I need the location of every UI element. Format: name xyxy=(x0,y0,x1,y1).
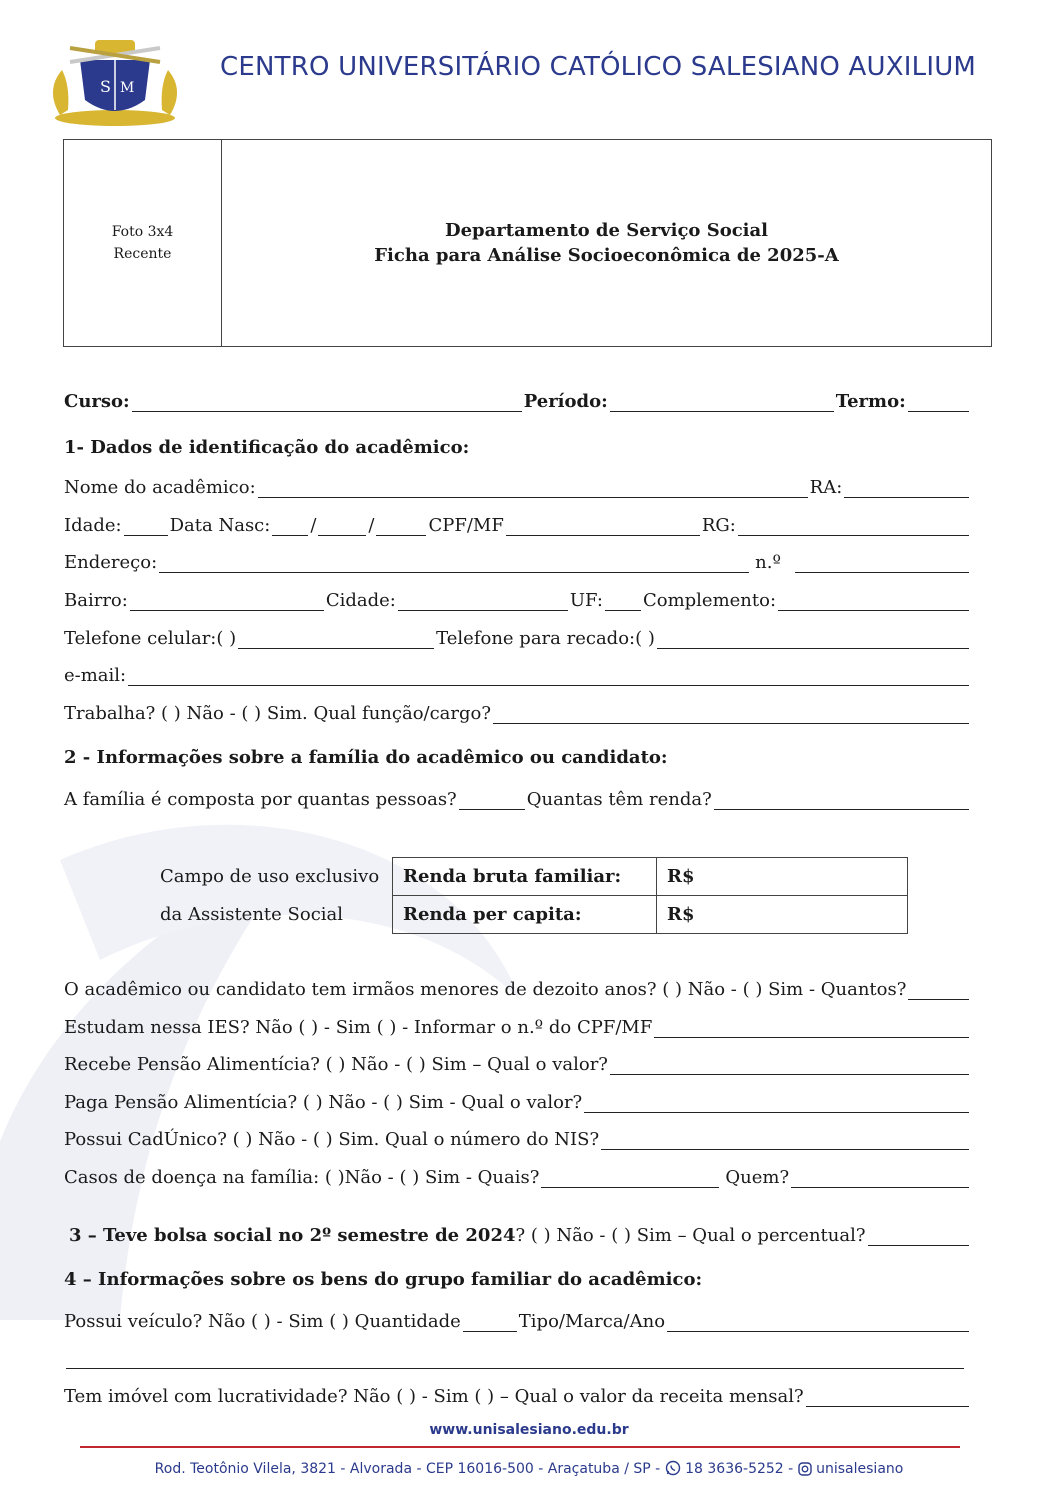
recebe-pensao-label: Recebe Pensão Alimentícia? ( ) Não - ( ) Sim – Qual o valor? xyxy=(64,1054,608,1075)
svg-text:S: S xyxy=(100,77,111,96)
illness-row xyxy=(64,1162,971,1188)
mes-field[interactable] xyxy=(318,515,366,536)
bairro-field[interactable] xyxy=(130,590,324,611)
address-text: Rod. Teotônio Vilela, 3821 - Alvorada - CEP 16016-500 - Araçatuba / SP - xyxy=(154,1461,661,1477)
siblings-row xyxy=(64,974,971,1000)
tipo-label: Tipo/Marca/Ano xyxy=(518,1311,666,1332)
footer-divider xyxy=(80,1446,960,1448)
endereco-field[interactable] xyxy=(159,552,749,573)
idade-field[interactable] xyxy=(124,515,168,536)
phone-row xyxy=(64,623,971,649)
ra-field[interactable] xyxy=(844,477,969,498)
quantidade-field[interactable] xyxy=(463,1311,517,1332)
social-worker-note xyxy=(160,858,379,934)
vehicle-extra-field[interactable] xyxy=(66,1348,964,1369)
form-subtitle: Ficha para Análise Socioeconômica de 2025-A xyxy=(374,245,839,266)
work-row xyxy=(64,698,971,724)
receive-pension-row xyxy=(64,1049,971,1075)
institution-name: CENTRO UNIVERSITÁRIO CATÓLICO SALESIANO AUXILIUM xyxy=(220,52,977,82)
rg-label: RG: xyxy=(701,515,736,536)
ra-label: RA: xyxy=(809,477,843,498)
complemento-label: Complemento: xyxy=(642,590,777,611)
curso-label: Curso: xyxy=(64,391,130,412)
table-row xyxy=(393,858,908,896)
renda-field[interactable] xyxy=(714,789,969,810)
cpf-label: CPF/MF xyxy=(428,515,504,536)
bairro-label: Bairro: xyxy=(64,590,128,611)
cadunico-field[interactable] xyxy=(601,1129,969,1150)
ies-row xyxy=(64,1012,971,1038)
tipo-field[interactable] xyxy=(667,1311,969,1332)
renda-capita-value[interactable]: R$ xyxy=(657,896,908,934)
endereco-label: Endereço: xyxy=(64,552,158,573)
celular-field[interactable] xyxy=(238,628,434,649)
social-handle: unisalesiano xyxy=(816,1461,904,1477)
email-row xyxy=(64,660,971,686)
separator: - xyxy=(788,1461,798,1477)
institution-logo xyxy=(40,30,190,130)
income-table xyxy=(392,857,908,934)
veiculo-label: Possui veículo? Não ( ) - Sim ( ) Quantidade xyxy=(64,1311,461,1332)
nome-label: Nome do acadêmico: xyxy=(64,477,256,498)
rg-field[interactable] xyxy=(738,515,969,536)
nome-field[interactable] xyxy=(258,477,808,498)
name-row xyxy=(64,472,971,498)
id-row xyxy=(64,510,971,536)
form-title xyxy=(222,140,991,346)
paga-pensao-label: Paga Pensão Alimentícia? ( ) Não - ( ) Sim - Qual o valor? xyxy=(64,1092,583,1113)
photo-placeholder xyxy=(64,140,222,346)
renda-capita-label: Renda per capita: xyxy=(393,896,657,934)
receita-field[interactable] xyxy=(806,1386,969,1407)
doenca-label: Casos de doença na família: ( )Não - ( ) Sim - Quais? xyxy=(64,1167,540,1188)
estudam-field[interactable] xyxy=(654,1017,969,1038)
assist-line2: da Assistente Social xyxy=(160,904,344,925)
instagram-icon xyxy=(798,1462,812,1476)
ano-field[interactable] xyxy=(376,515,426,536)
svg-text:M: M xyxy=(120,80,135,96)
numero-field[interactable] xyxy=(795,552,969,573)
imovel-label: Tem imóvel com lucratividade? Não ( ) - Sim ( ) – Qual o valor da receita mensal? xyxy=(64,1386,804,1407)
course-row xyxy=(64,386,971,412)
form-header-box xyxy=(63,139,992,347)
pay-pension-row xyxy=(64,1087,971,1113)
celular-label: Telefone celular:( ) xyxy=(64,628,237,649)
bairro-row xyxy=(64,585,971,611)
family-row xyxy=(64,784,971,810)
property-row xyxy=(64,1381,971,1407)
complemento-field[interactable] xyxy=(778,590,969,611)
assist-line1: Campo de uso exclusivo xyxy=(160,866,380,887)
phone-text: 18 3636-5252 xyxy=(685,1461,784,1477)
renda-bruta-label: Renda bruta familiar: xyxy=(393,858,657,896)
photo-label: Foto 3x4 xyxy=(111,224,174,240)
section4-title: 4 – Informações sobre os bens do grupo familiar do acadêmico: xyxy=(64,1269,703,1290)
quem-label: Quem? xyxy=(725,1167,790,1188)
recado-field[interactable] xyxy=(657,628,969,649)
irmaos-label: O acadêmico ou candidato tem irmãos menores de dezoito anos? ( ) Não - ( ) Sim - Quantos? xyxy=(64,979,907,1000)
whatsapp-icon xyxy=(665,1460,681,1476)
cadunico-label: Possui CadÚnico? ( ) Não - ( ) Sim. Qual o número do NIS? xyxy=(64,1129,600,1150)
department-title: Departamento de Serviço Social xyxy=(444,220,768,241)
email-label: e-mail: xyxy=(64,665,127,686)
data-nasc-label: Data Nasc: xyxy=(169,515,271,536)
irmaos-field[interactable] xyxy=(908,979,969,1000)
estudam-label: Estudam nessa IES? Não ( ) - Sim ( ) - Informar o n.º do CPF/MF xyxy=(64,1017,653,1038)
doenca-field[interactable] xyxy=(541,1167,719,1188)
renda-bruta-value[interactable]: R$ xyxy=(657,858,908,896)
address-row xyxy=(64,547,971,573)
section3-question: ? ( ) Não - ( ) Sim – Qual o percentual? xyxy=(515,1225,866,1246)
uf-field[interactable] xyxy=(605,590,641,611)
recado-label: Telefone para recado:( ) xyxy=(436,628,655,649)
table-row xyxy=(393,896,908,934)
vehicle-row xyxy=(64,1306,971,1332)
familia-label: A família é composta por quantas pessoas? xyxy=(64,789,457,810)
numero-label: n.º xyxy=(755,552,781,573)
section3-row xyxy=(69,1220,971,1246)
paga-pensao-field[interactable] xyxy=(584,1092,969,1113)
dia-field[interactable] xyxy=(272,515,308,536)
vehicle-extra-row xyxy=(64,1343,966,1369)
website-link[interactable]: www.unisalesiano.edu.br xyxy=(429,1422,629,1438)
cpf-field[interactable] xyxy=(506,515,700,536)
section3-title: 3 – Teve bolsa social no 2º semestre de 2024 xyxy=(69,1225,516,1246)
termo-label: Termo: xyxy=(835,391,906,412)
termo-field[interactable] xyxy=(908,391,969,412)
percentual-field[interactable] xyxy=(868,1225,970,1246)
curso-field[interactable] xyxy=(132,391,522,412)
idade-label: Idade: xyxy=(64,515,122,536)
recebe-pensao-field[interactable] xyxy=(610,1054,969,1075)
section2-title: 2 - Informações sobre a família do acadêmico ou candidato: xyxy=(64,747,668,768)
photo-sublabel: Recente xyxy=(113,246,172,262)
date-separator: / xyxy=(368,515,375,536)
date-separator: / xyxy=(310,515,317,536)
periodo-label: Período: xyxy=(523,391,608,412)
quem-field[interactable] xyxy=(791,1167,969,1188)
periodo-field[interactable] xyxy=(610,391,834,412)
renda-label: Quantas têm renda? xyxy=(526,789,712,810)
footer-address xyxy=(0,1460,1058,1477)
familia-field[interactable] xyxy=(459,789,525,810)
email-field[interactable] xyxy=(128,665,969,686)
section1-title: 1- Dados de identificação do acadêmico: xyxy=(64,437,470,458)
trabalha-label: Trabalha? ( ) Não - ( ) Sim. Qual função/cargo? xyxy=(64,703,492,724)
uf-label: UF: xyxy=(569,590,603,611)
cidade-field[interactable] xyxy=(398,590,568,611)
cadunico-row xyxy=(64,1124,971,1150)
cidade-label: Cidade: xyxy=(325,590,396,611)
cargo-field[interactable] xyxy=(493,703,969,724)
